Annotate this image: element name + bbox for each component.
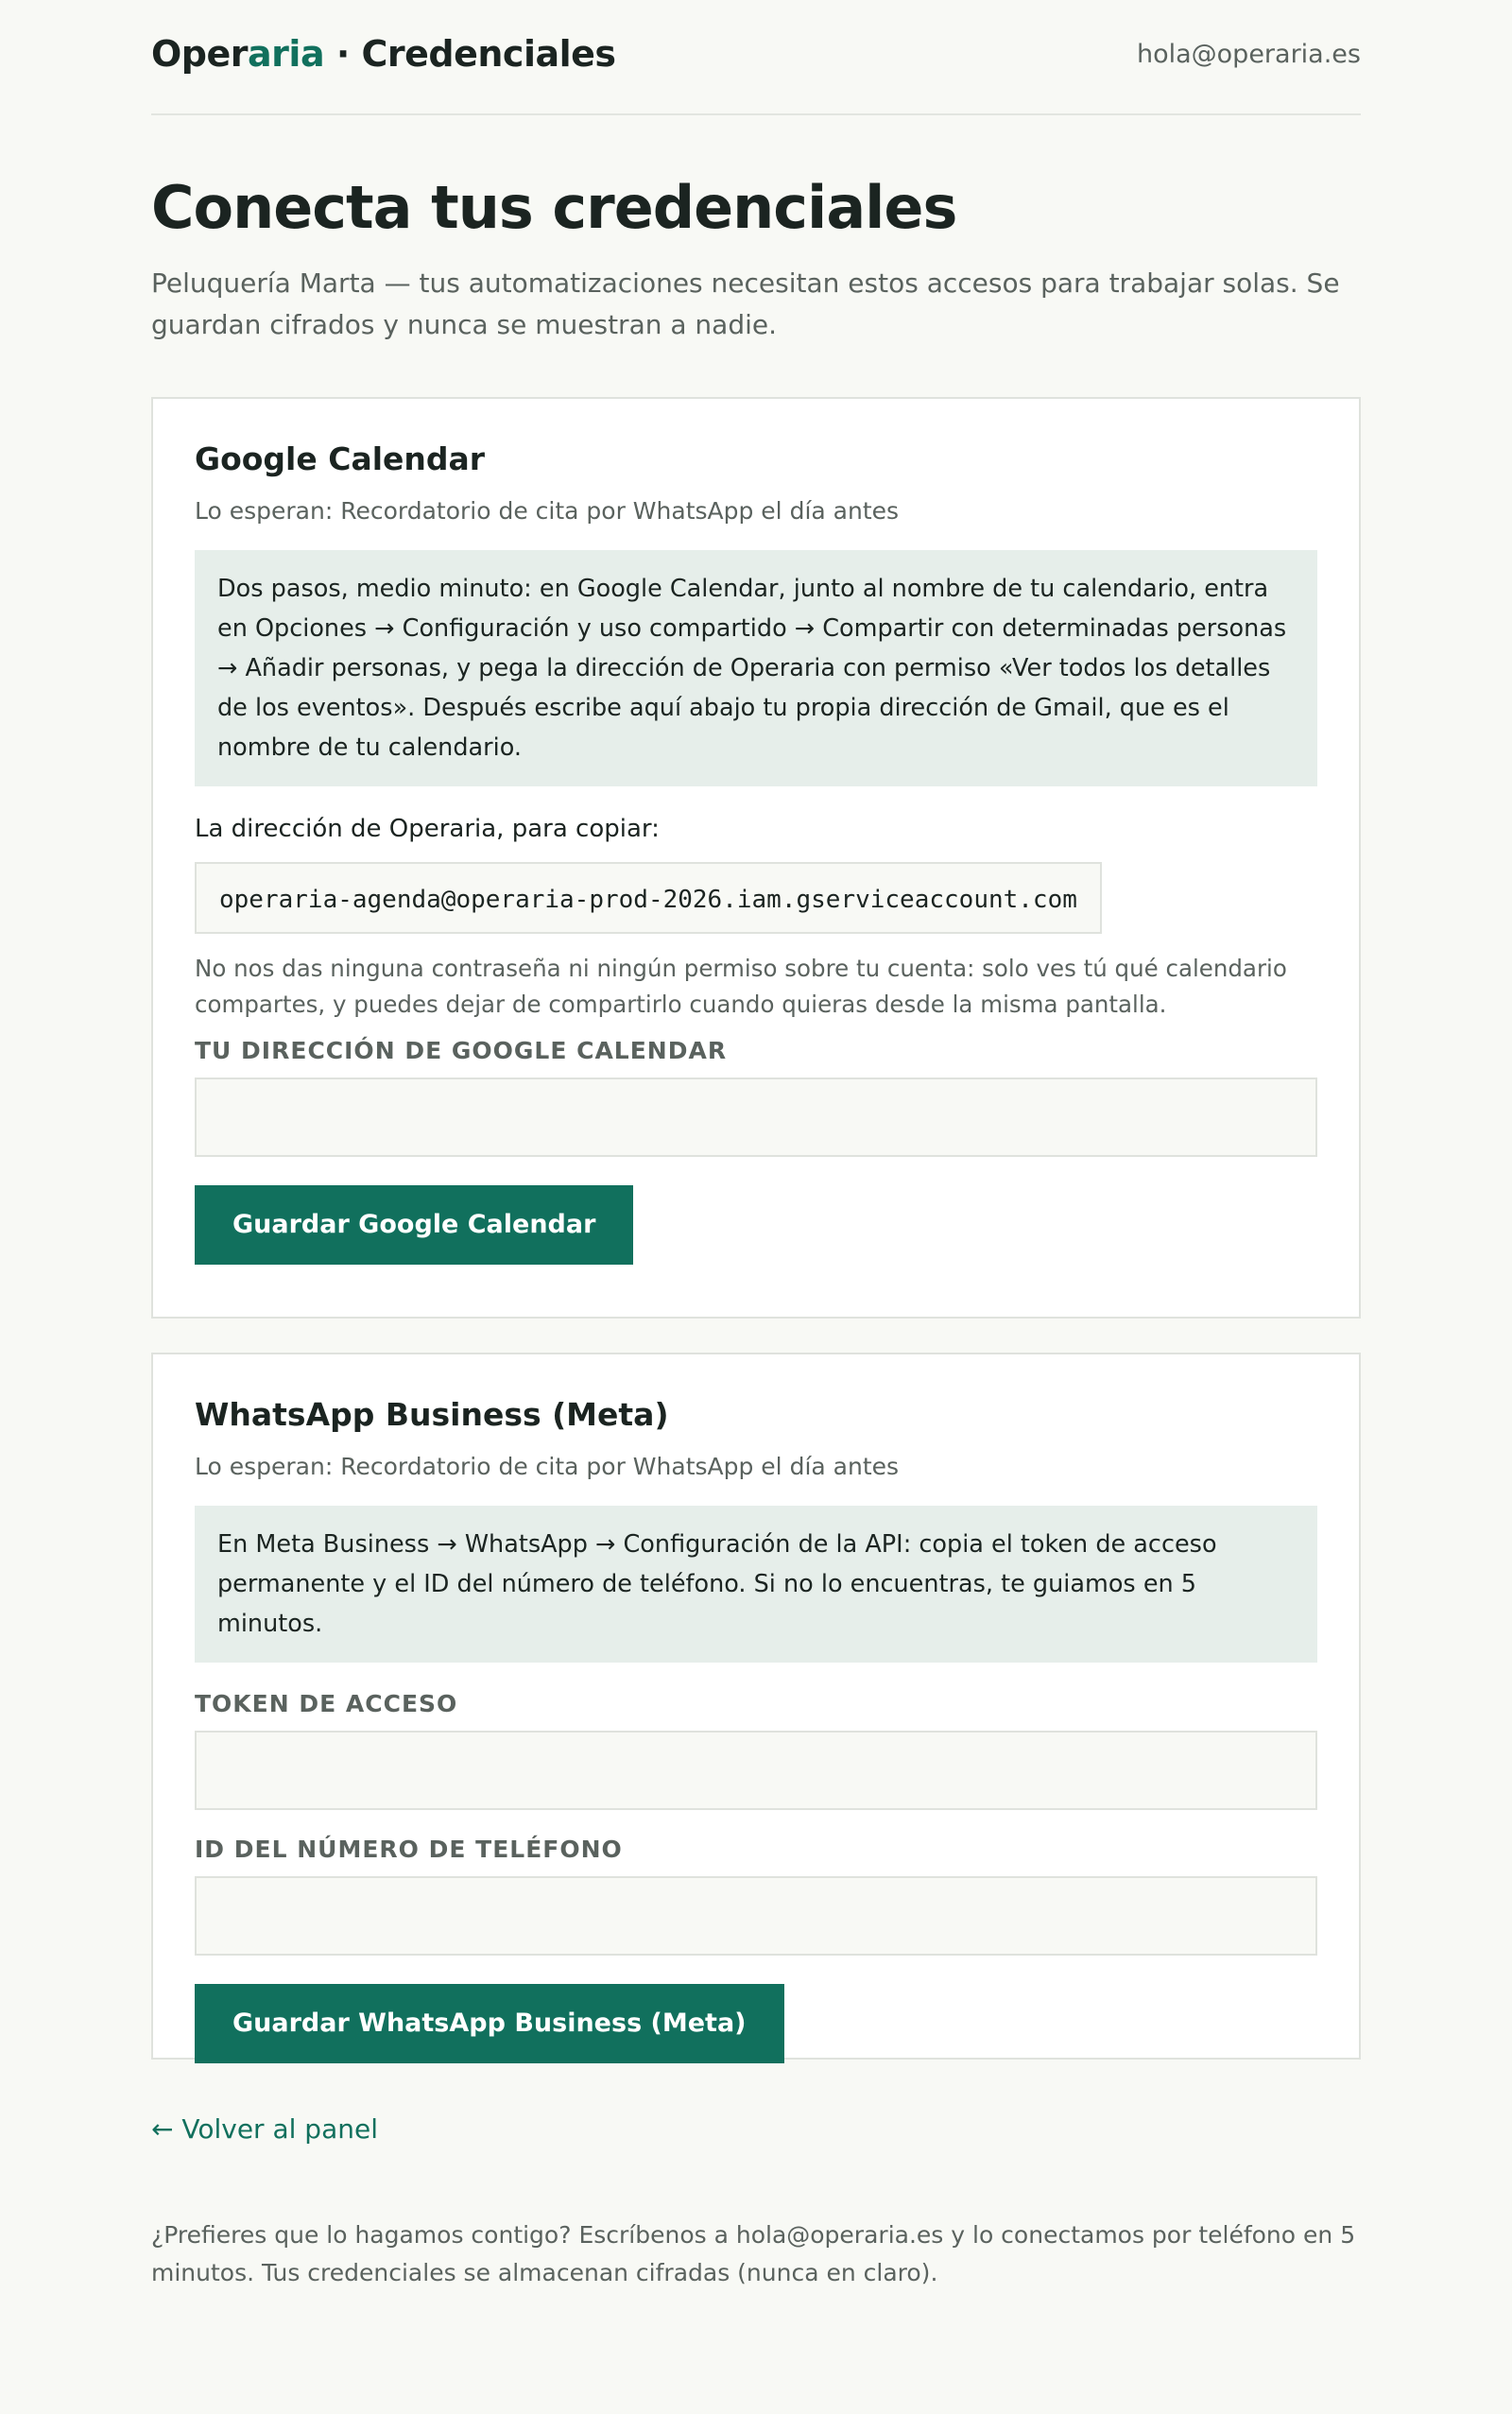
access-token-input[interactable] [195, 1731, 1317, 1810]
token-field-label: TOKEN DE ACCESO [195, 1690, 458, 1717]
save-whatsapp-button[interactable]: Guardar WhatsApp Business (Meta) [195, 1984, 784, 2063]
service-account-address[interactable]: operaria-agenda@operaria-prod-2026.iam.gserviceaccount.com [195, 862, 1102, 934]
brand-title [151, 33, 616, 75]
page-title: Conecta tus credenciales [151, 173, 957, 242]
brand-name-part1: Oper [151, 33, 249, 75]
google-calendar-subtitle: Lo esperan: Recordatorio de cita por WhatsApp el día antes [195, 497, 900, 525]
phone-id-field-label: ID DEL NÚMERO DE TELÉFONO [195, 1836, 623, 1863]
back-to-panel-link[interactable]: ← Volver al panel [151, 2113, 378, 2145]
save-google-calendar-button[interactable]: Guardar Google Calendar [195, 1185, 633, 1265]
whatsapp-subtitle: Lo esperan: Recordatorio de cita por WhatsApp el día antes [195, 1453, 900, 1480]
contact-email: hola@operaria.es [1136, 39, 1361, 69]
google-calendar-field-label: TU DIRECCIÓN DE GOOGLE CALENDAR [195, 1037, 728, 1064]
page-container [151, 0, 1361, 2286]
google-calendar-card [151, 397, 1361, 1319]
footer-note: ¿Prefieres que lo hagamos contigo? Escríbenos a hola@operaria.es y lo conectamos por teléfono en 5 minutos. Tus credenciales se almacenan cifradas (nunca en claro). [151, 2221, 1356, 2286]
copy-address-label: La dirección de Operaria, para copiar: [195, 815, 660, 843]
google-calendar-address-input[interactable] [195, 1078, 1317, 1157]
whatsapp-instructions: En Meta Business → WhatsApp → Configuración de la API: copia el token de acceso permanente y el ID del número de teléfono. Si no lo encuentras, te guiamos en 5 minutos. [195, 1506, 1317, 1663]
phone-number-id-input[interactable] [195, 1876, 1317, 1956]
privacy-note: No nos das ninguna contraseña ni ningún permiso sobre tu cuenta: solo ves tú qué calendario compartes, y puedes dejar de compartirlo cuando quieras desde la misma pantalla. [195, 955, 1287, 1018]
brand-separator: · [324, 33, 362, 75]
google-calendar-instructions: Dos pasos, medio minuto: en Google Calendar, junto al nombre de tu calendario, entra en Opciones → Configuración y uso compartido → Compartir con determinadas personas → Añadir personas, y pega la dirección de Operaria con permiso «Ver todos los detalles de los eventos». Después escribe aquí abajo tu propia dirección de Gmail, que es el nombre de tu calendario. [195, 550, 1317, 786]
whatsapp-title: WhatsApp Business (Meta) [195, 1396, 669, 1433]
top-bar [151, 0, 1361, 115]
brand-section: Credenciales [361, 33, 616, 75]
brand-name-accent: aria [248, 33, 325, 75]
page-intro: Peluquería Marta — tus automatizaciones necesitan estos accesos para trabajar solas. Se guardan cifrados y nunca se muestran a nadie. [151, 267, 1340, 341]
whatsapp-card [151, 1353, 1361, 2060]
google-calendar-title: Google Calendar [195, 440, 486, 477]
